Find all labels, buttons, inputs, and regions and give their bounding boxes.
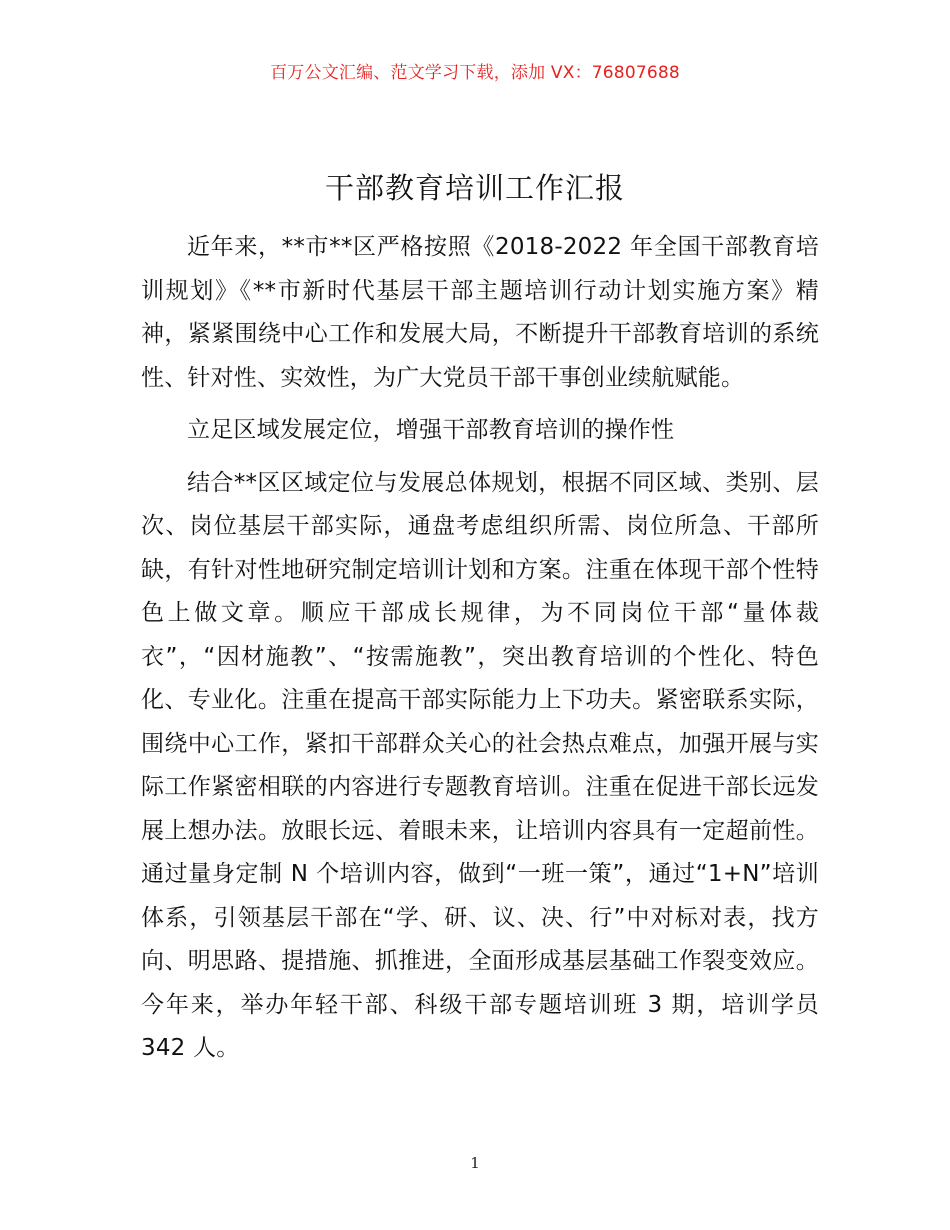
document-title: 干部教育培训工作汇报 (324, 171, 625, 205)
watermark-banner: 百万公文汇编、范文学习下载，添加 VX：76807688 (270, 63, 680, 83)
document-body (141, 226, 819, 1071)
intro-paragraph: 近年来，**市**区严格按照《2018-2022 年全国干部教育培训规划》《**市新时代基层干部主题培训行动计划实施方案》精神，紧紧围绕中心工作和发展大局，不断提升干部教育培训的系统性、针对性、实效性，为广大党员干部干事创业续航赋能。 (141, 234, 819, 391)
section-heading: 立足区域发展定位，增强干部教育培训的操作性 (187, 417, 675, 443)
page-number: 1 (470, 1154, 480, 1172)
section-paragraph: 结合**区区域定位与发展总体规划，根据不同区域、类别、层次、岗位基层干部实际，通盘考虑组织所需、岗位所急、干部所缺，有针对性地研究制定培训计划和方案。注重在体现干部个性特色上做文章。顺应干部成长规律，为不同岗位干部“量体裁衣”，“因材施教”、“按需施教”，突出教育培训的个性化、特色化、专业化。注重在提高干部实际能力上下功夫。紧密联系实际，围绕中心工作，紧扣干部群众关心的社会热点难点，加强开展与实际工作紧密相联的内容进行专题教育培训。注重在促进干部长远发展上想办法。放眼长远、着眼未来，让培训内容具有一定超前性。通过量身定制 N 个培训内容，做到“一班一策”，通过“1+N”培训体系，引领基层干部在“学、研、议、决、行”中对标对表，找方向、明思路、提措施、抓推进，全面形成基层基础工作裂变效应。今年来，举办年轻干部、科级干部专题培训班 3 期，培训学员 342 人。 (141, 469, 819, 1061)
